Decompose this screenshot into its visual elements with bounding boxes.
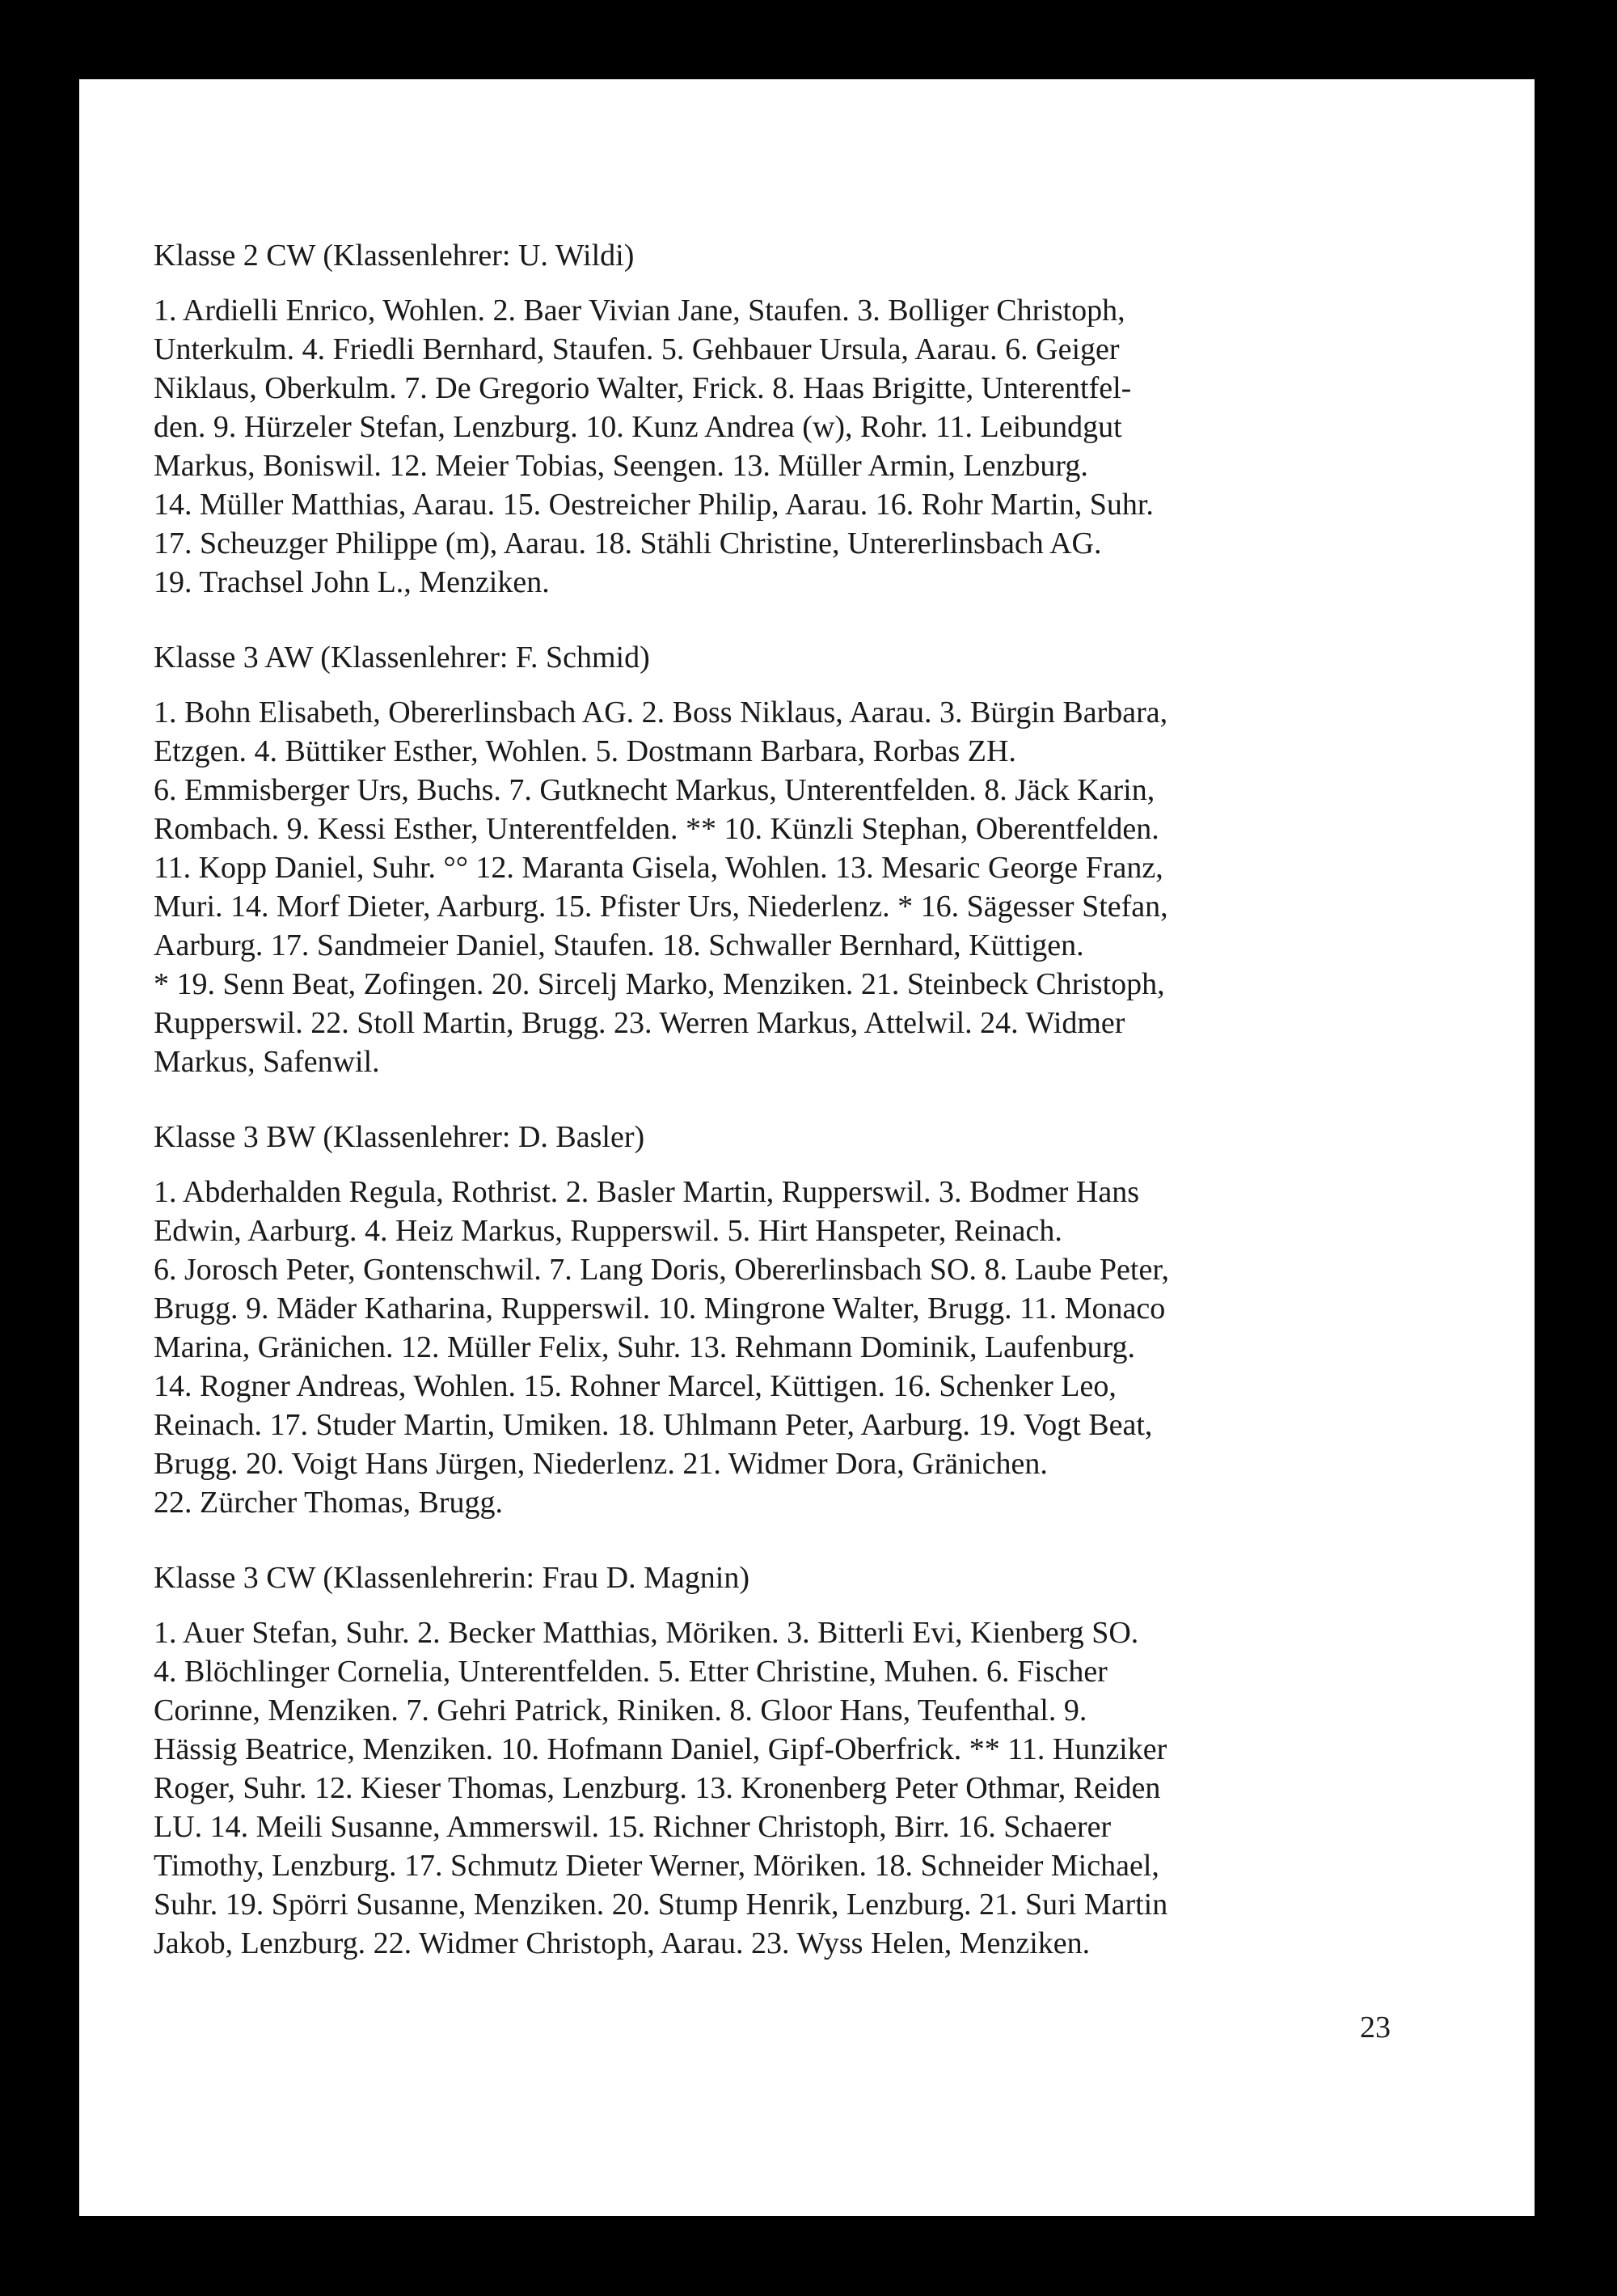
text-line: Hässig Beatrice, Menziken. 10. Hofmann Daniel, Gipf-Oberfrick. ** 11. Hunziker	[154, 1732, 1167, 1766]
text-line: 1. Bohn Elisabeth, Obererlinsbach AG. 2. Boss Niklaus, Aarau. 3. Bürgin Barbara,	[154, 696, 1168, 729]
text-line: Edwin, Aarburg. 4. Heiz Markus, Rupperswil. 5. Hirt Hanspeter, Reinach.	[154, 1214, 1062, 1248]
text-line: Aarburg. 17. Sandmeier Daniel, Staufen. 18. Schwaller Bernhard, Küttigen.	[154, 928, 1084, 962]
student-list	[154, 1613, 1415, 1963]
text-line: Marina, Gränichen. 12. Müller Felix, Suhr. 13. Rehmann Dominik, Laufenburg.	[154, 1330, 1136, 1364]
text-line: 11. Kopp Daniel, Suhr. °° 12. Maranta Gisela, Wohlen. 13. Mesaric George Franz,	[154, 851, 1163, 885]
text-line: Niklaus, Oberkulm. 7. De Gregorio Walter, Frick. 8. Haas Brigitte, Unterentfel-	[154, 371, 1132, 405]
class-section-2cw	[154, 236, 1415, 602]
text-line: Markus, Boniswil. 12. Meier Tobias, Seengen. 13. Müller Armin, Lenzburg.	[154, 449, 1088, 483]
text-line: Timothy, Lenzburg. 17. Schmutz Dieter Werner, Möriken. 18. Schneider Michael,	[154, 1849, 1159, 1883]
class-section-3cw	[154, 1558, 1415, 1963]
page-number: 23	[1360, 2011, 1391, 2044]
text-line: Brugg. 20. Voigt Hans Jürgen, Niederlenz. 21. Widmer Dora, Gränichen.	[154, 1447, 1048, 1481]
text-line: 1. Ardielli Enrico, Wohlen. 2. Baer Vivian Jane, Staufen. 3. Bolliger Christoph,	[154, 294, 1125, 328]
text-line: Reinach. 17. Studer Martin, Umiken. 18. Uhlmann Peter, Aarburg. 19. Vogt Beat,	[154, 1408, 1153, 1442]
text-line: 1. Auer Stefan, Suhr. 2. Becker Matthias, Möriken. 3. Bitterli Evi, Kienberg SO.	[154, 1616, 1139, 1650]
student-list	[154, 1173, 1415, 1522]
section-heading: Klasse 3 AW (Klassenlehrer: F. Schmid)	[154, 641, 650, 674]
class-lists	[154, 236, 1415, 1999]
class-section-3bw	[154, 1118, 1415, 1522]
student-list	[154, 291, 1415, 602]
section-heading: Klasse 3 CW (Klassenlehrerin: Frau D. Magnin)	[154, 1561, 749, 1595]
text-line: Rupperswil. 22. Stoll Martin, Brugg. 23. Werren Markus, Attelwil. 24. Widmer	[154, 1006, 1125, 1040]
text-line: * 19. Senn Beat, Zofingen. 20. Sircelj Marko, Menziken. 21. Steinbeck Christoph,	[154, 967, 1165, 1001]
text-line: 14. Müller Matthias, Aarau. 15. Oestreicher Philip, Aarau. 16. Rohr Martin, Suhr.	[154, 488, 1154, 522]
text-line: den. 9. Hürzeler Stefan, Lenzburg. 10. Kunz Andrea (w), Rohr. 11. Leibundgut	[154, 410, 1122, 444]
student-list	[154, 693, 1415, 1081]
text-line: Rombach. 9. Kessi Esther, Unterentfelden. ** 10. Künzli Stephan, Oberentfelden.	[154, 812, 1159, 846]
text-line: 14. Rogner Andreas, Wohlen. 15. Rohner Marcel, Küttigen. 16. Schenker Leo,	[154, 1369, 1117, 1403]
text-line: Suhr. 19. Spörri Susanne, Menziken. 20. Stump Henrik, Lenzburg. 21. Suri Martin	[154, 1888, 1168, 1922]
text-line: 22. Zürcher Thomas, Brugg.	[154, 1486, 503, 1520]
text-line: Jakob, Lenzburg. 22. Widmer Christoph, Aarau. 23. Wyss Helen, Menziken.	[154, 1926, 1091, 1960]
text-line: Markus, Safenwil.	[154, 1045, 380, 1079]
section-heading: Klasse 3 BW (Klassenlehrer: D. Basler)	[154, 1120, 645, 1154]
text-line: Unterkulm. 4. Friedli Bernhard, Staufen. 5. Gehbauer Ursula, Aarau. 6. Geiger	[154, 332, 1120, 366]
text-line: 1. Abderhalden Regula, Rothrist. 2. Basler Martin, Rupperswil. 3. Bodmer Hans	[154, 1175, 1139, 1209]
section-heading: Klasse 2 CW (Klassenlehrer: U. Wildi)	[154, 239, 635, 273]
text-line: 6. Jorosch Peter, Gontenschwil. 7. Lang Doris, Obererlinsbach SO. 8. Laube Peter,	[154, 1253, 1169, 1287]
text-line: 19. Trachsel John L., Menziken.	[154, 565, 550, 599]
text-line: 4. Blöchlinger Cornelia, Unterentfelden. 5. Etter Christine, Muhen. 6. Fischer	[154, 1655, 1108, 1689]
text-line: 6. Emmisberger Urs, Buchs. 7. Gutknecht Markus, Unterentfelden. 8. Jäck Karin,	[154, 773, 1155, 807]
text-line: Corinne, Menziken. 7. Gehri Patrick, Riniken. 8. Gloor Hans, Teufenthal. 9.	[154, 1693, 1087, 1727]
document-page	[79, 79, 1535, 2216]
text-line: LU. 14. Meili Susanne, Ammerswil. 15. Richner Christoph, Birr. 16. Schaerer	[154, 1810, 1112, 1844]
text-line: 17. Scheuzger Philippe (m), Aarau. 18. Stähli Christine, Untererlinsbach AG.	[154, 526, 1102, 560]
text-line: Muri. 14. Morf Dieter, Aarburg. 15. Pfister Urs, Niederlenz. * 16. Sägesser Stefan,	[154, 890, 1168, 924]
text-line: Roger, Suhr. 12. Kieser Thomas, Lenzburg. 13. Kronenberg Peter Othmar, Reiden	[154, 1771, 1161, 1805]
class-section-3aw	[154, 638, 1415, 1081]
text-line: Brugg. 9. Mäder Katharina, Rupperswil. 10. Mingrone Walter, Brugg. 11. Monaco	[154, 1292, 1166, 1326]
text-line: Etzgen. 4. Büttiker Esther, Wohlen. 5. Dostmann Barbara, Rorbas ZH.	[154, 734, 1016, 768]
